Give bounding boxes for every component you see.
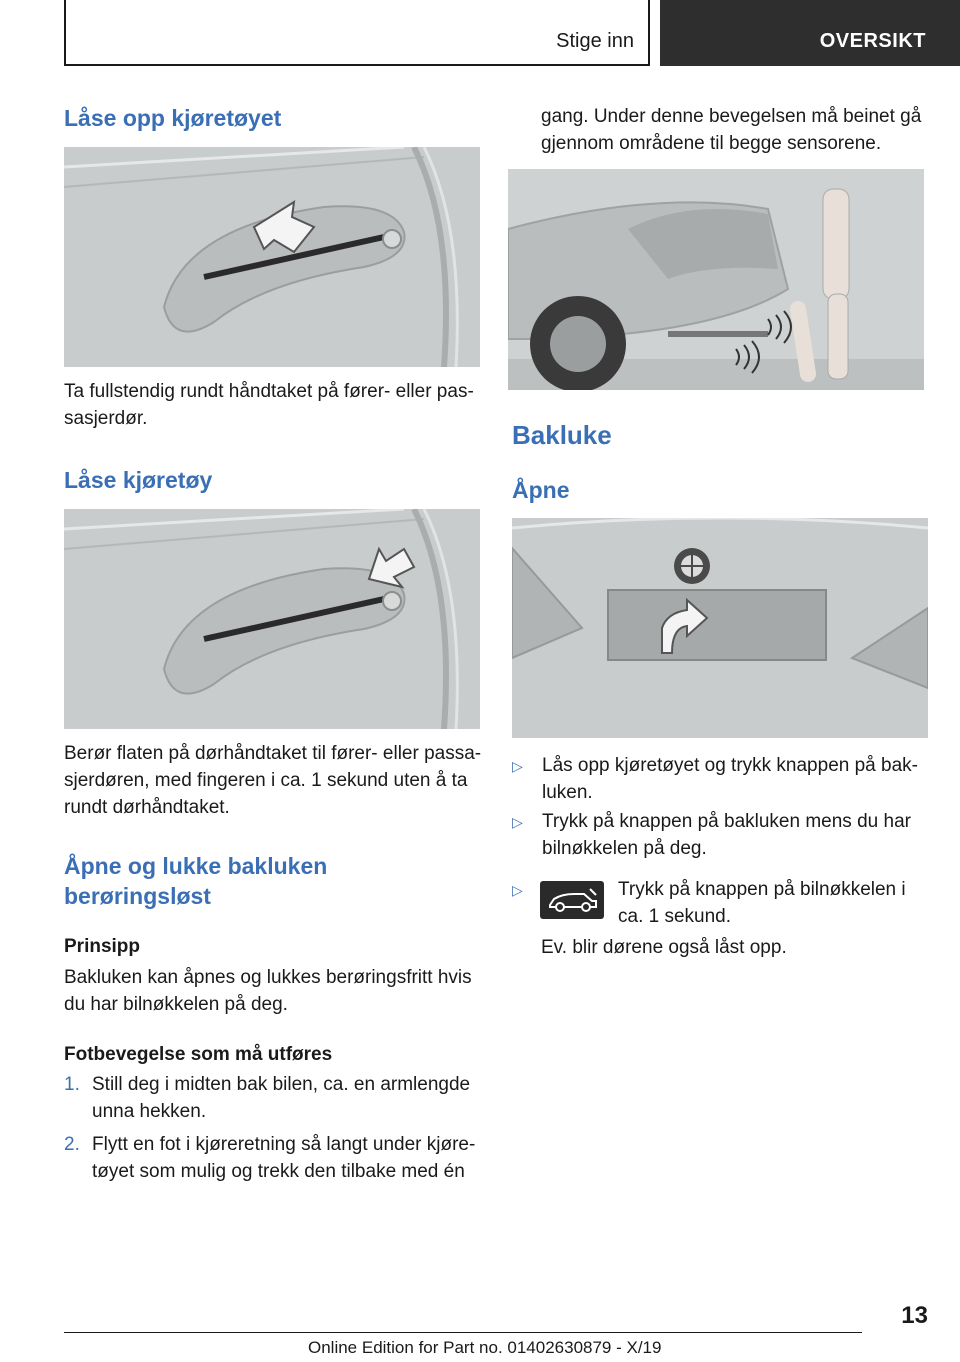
- text-line: Bakluken kan åpnes og lukkes berøringsfritt hvis: [64, 967, 472, 988]
- heading-touchless-tailgate: [64, 851, 327, 911]
- text-line: Ta fullstendig rundt håndtaket på fører- eller pas-: [64, 381, 474, 402]
- door-handle-unlock-image: [64, 147, 480, 367]
- text-line: rundt dørhåndtaket.: [64, 797, 230, 818]
- list-item: [512, 808, 928, 859]
- car-tailgate-key-icon: [540, 881, 604, 919]
- heading-unlock-vehicle: Låse opp kjøretøyet: [64, 105, 282, 131]
- text-line: sjerdøren, med fingeren i ca. 1 sekund uten å ta: [64, 770, 468, 791]
- tailgate-illustration: [512, 518, 928, 738]
- list-text: [542, 808, 911, 862]
- list-text: [542, 752, 918, 806]
- list-number: 2.: [64, 1134, 80, 1155]
- list-text: [92, 1071, 470, 1125]
- heading-open: Åpne: [512, 477, 570, 503]
- heading-line: Åpne og lukke bakluken: [64, 853, 328, 879]
- paragraph-principle: [64, 964, 472, 1018]
- header-tab-oversikt[interactable]: [660, 0, 960, 66]
- door-handle-illustration: [64, 147, 480, 367]
- heading-tailgate: Bakluke: [512, 420, 612, 450]
- text-line: sasjerdør.: [64, 408, 148, 429]
- text-line: Trykk på knappen på bakluken mens du har: [542, 811, 911, 832]
- car-tailgate-key-icon-svg: [540, 881, 604, 919]
- list-text: [92, 1131, 475, 1185]
- list-item: [64, 1071, 480, 1122]
- text-line: bilnøkkelen på deg.: [542, 838, 707, 859]
- text-line: Lås opp kjøretøyet og trykk knappen på bak-: [542, 755, 918, 776]
- list-number: 1.: [64, 1074, 80, 1095]
- footer-edition: Online Edition for Part no. 01402630879 - X/19: [308, 1338, 662, 1357]
- door-handle-lock-image: [64, 509, 480, 729]
- triangle-bullet-icon: ▷: [512, 882, 523, 898]
- list-item: [512, 752, 928, 803]
- triangle-bullet-icon: ▷: [512, 814, 523, 830]
- text-line: luken.: [542, 782, 593, 803]
- paragraph-lock: [64, 740, 481, 821]
- text-line: gang. Under denne bevegelsen må beinet gå: [541, 106, 922, 127]
- kick-sensor-illustration: [508, 169, 924, 390]
- tailgate-button-image: [512, 518, 928, 738]
- text-line: Still deg i midten bak bilen, ca. en armlengde: [92, 1074, 471, 1095]
- text-line: gjennom områdene til begge sensorene.: [541, 133, 882, 154]
- header-tab-stige-inn[interactable]: [64, 0, 650, 66]
- paragraph-doors-unlock: Ev. blir dørene også låst opp.: [541, 937, 787, 958]
- text-line: Berør flaten på dørhåndtaket til fører- eller passa-: [64, 743, 482, 764]
- paragraph-unlock: [64, 378, 474, 432]
- door-handle-illustration: [64, 509, 480, 729]
- footer-divider: [64, 1332, 862, 1333]
- kick-sensor-image: [508, 169, 924, 390]
- text-line: Trykk på knappen på bilnøkkelen i: [618, 879, 906, 900]
- text-line: tøyet som mulig og trekk den tilbake med én: [92, 1161, 465, 1182]
- triangle-bullet-icon: ▷: [512, 758, 523, 774]
- heading-principle: Prinsipp: [64, 936, 141, 957]
- page-number: 13: [901, 1302, 928, 1329]
- text-line: Flytt en fot i kjøreretning så langt under kjøre-: [92, 1134, 476, 1155]
- heading-foot-movement: Fotbevegelse som må utføres: [64, 1044, 333, 1065]
- text-line: unna hekken.: [92, 1101, 207, 1122]
- heading-line: berøringsløst: [64, 883, 211, 909]
- text-line: du har bilnøkkelen på deg.: [64, 994, 288, 1015]
- text-line: ca. 1 sekund.: [618, 906, 732, 927]
- header-tab-label: Stige inn: [556, 30, 634, 52]
- heading-lock-vehicle: Låse kjøretøy: [64, 467, 213, 493]
- list-item: [64, 1131, 480, 1182]
- paragraph-continuation: [541, 103, 921, 157]
- list-text: [618, 876, 906, 930]
- header-tab-label: OVERSIKT: [819, 30, 926, 52]
